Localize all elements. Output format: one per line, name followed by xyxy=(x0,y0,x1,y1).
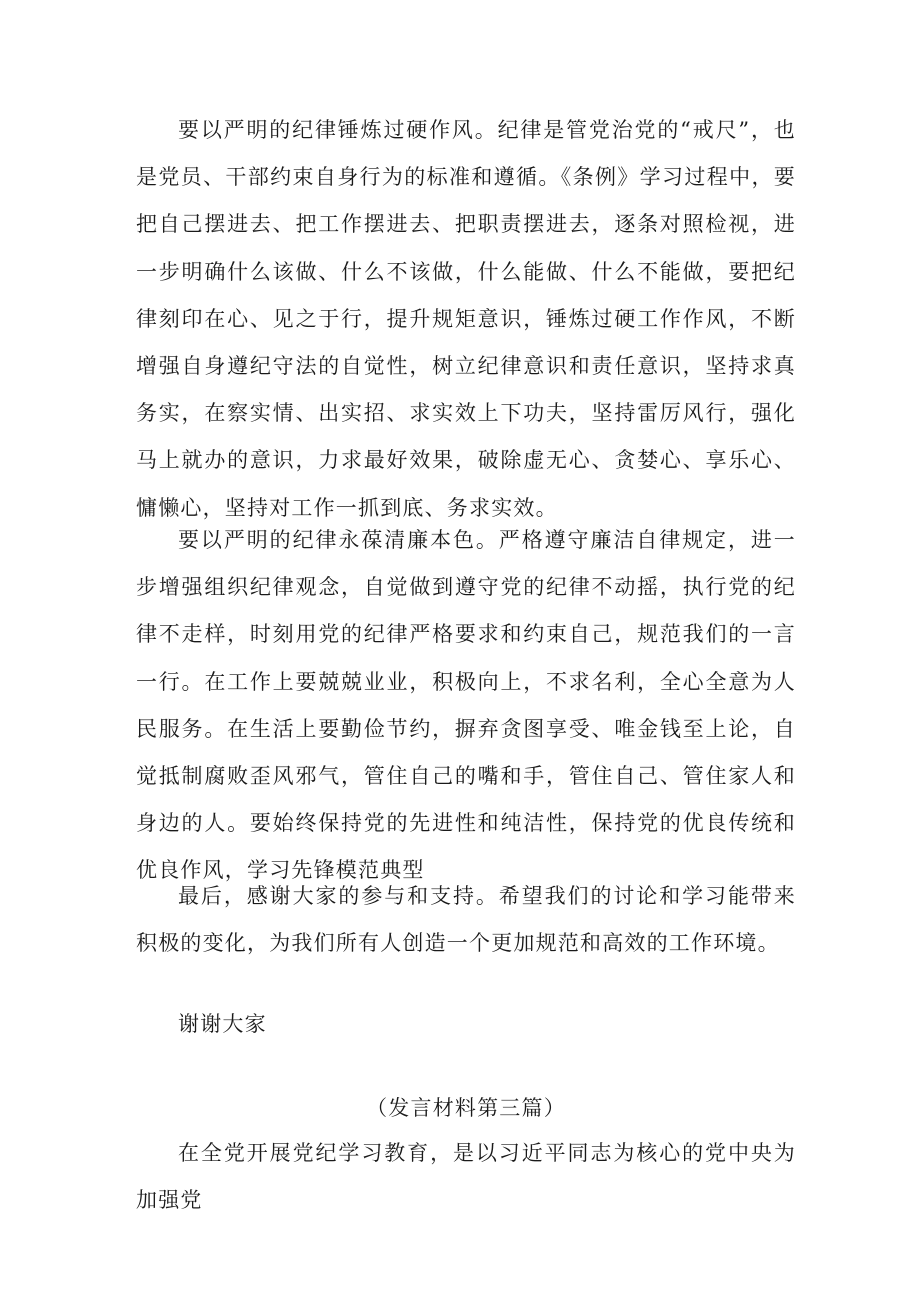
section-title: （发言材料第三篇） xyxy=(366,1096,566,1120)
paragraph-conclusion: 最后，感谢大家的参与和支持。希望我们的讨论和学习能带来积极的变化，为我们所有人创造一个更加规范和高效的工作环境。 xyxy=(136,884,796,956)
closing-thanks: 谢谢大家 xyxy=(178,1012,267,1036)
paragraph-integrity: 要以严明的纪律永葆清廉本色。严格遵守廉洁自律规定，进一步增强组织纪律观念，自觉做到遵守党的纪律不动摇，执行党的纪律不走样，时刻用党的纪律严格要求和约束自己，规范我们的一言一行。在工作上要兢兢业业，积极向上，不求名利，全心全意为人民服务。在生活上要勤俭节约，摒弃贪图享受、唯金钱至上论，自觉抵制腐败歪风邪气，管住自己的嘴和手，管住自己、管住家人和身边的人。要始终保持党的先进性和纯洁性，保持党的优良传统和优良作风，学习先锋模范典型 xyxy=(136,528,796,883)
paragraph-discipline-style: 要以严明的纪律锤炼过硬作风。纪律是管党治党的“戒尺”，也是党员、干部约束自身行为的标准和遵循。《条例》学习过程中，要把自己摆进去、把工作摆进去、把职责摆进去，逐条对照检视，进一步明确什么该做、什么不该做，什么能做、什么不能做，要把纪律刻印在心、见之于行，提升规矩意识，锤炼过硬工作作风，不断增强自身遵纪守法的自觉性，树立纪律意识和责任意识，坚持求真务实，在察实情、出实招、求实效上下功夫，坚持雷厉风行，强化马上就办的意识，力求最好效果，破除虚无心、贪婪心、享乐心、慵懒心，坚持对工作一抓到底、务求实效。 xyxy=(136,118,796,520)
paragraph-next-section: 在全党开展党纪学习教育，是以习近平同志为核心的党中央为加强党 xyxy=(136,1141,796,1213)
